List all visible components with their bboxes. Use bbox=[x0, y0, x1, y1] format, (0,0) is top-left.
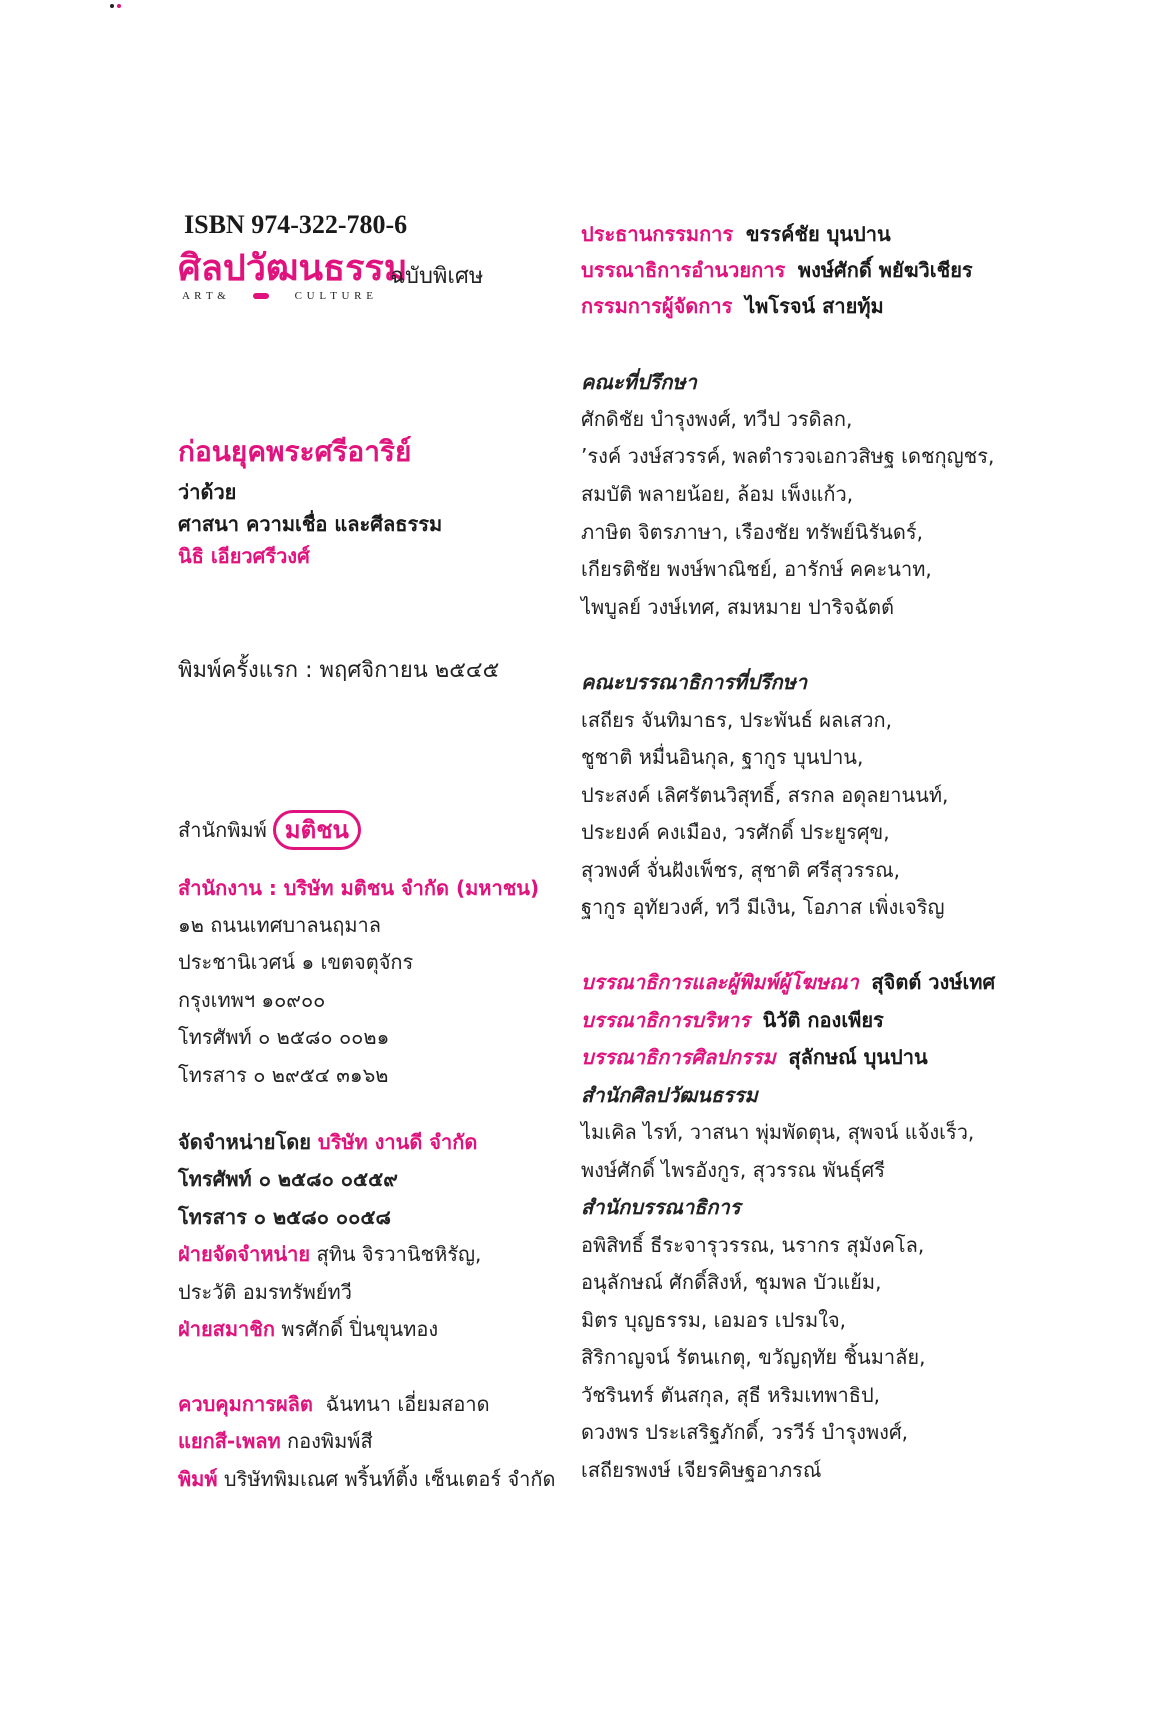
distribution-fax: โทรสาร ๐ ๒๕๘๐ ๐๐๕๘ bbox=[178, 1205, 391, 1229]
editor-line bbox=[581, 1039, 928, 1077]
publisher-label: สำนักพิมพ์ bbox=[178, 818, 267, 842]
executive-label: บรรณาธิการอำนวยการ bbox=[581, 258, 786, 282]
logo-english bbox=[182, 290, 374, 302]
editor-line bbox=[581, 1002, 884, 1040]
executive-line bbox=[581, 216, 891, 254]
address-line: โทรสาร ๐ ๒๙๕๔ ๓๑๖๒ bbox=[178, 1063, 389, 1087]
editorial-office-line: มิตร บุญธรรม, เอมอร เปรมใจ, bbox=[581, 1308, 847, 1332]
address-line: ประชานิเวศน์ ๑ เขตจตุจักร bbox=[178, 950, 414, 974]
editorial-office-line: อนุลักษณ์ ศักดิ์สิงห์, ชุมพล บัวแย้ม, bbox=[581, 1270, 882, 1294]
editorial-advisor-line: สุวพงศ์ จั่นฝังเพ็ชร, สุชาติ ศรีสุวรรณ, bbox=[581, 858, 900, 882]
advisor-line: เกียรติชัย พงษ์พาณิชย์, อารักษ์ คคะนาท, bbox=[581, 557, 932, 581]
editorial-advisor-line: เสถียร จันทิมาธร, ประพันธ์ ผลเสวก, bbox=[581, 708, 892, 732]
corner-dots bbox=[110, 4, 130, 12]
editorial-office-line: สิริกาญจน์ รัตนเกตุ, ขวัญฤทัย ชิ้นมาลัย, bbox=[581, 1345, 926, 1369]
subtitle-1: ว่าด้วย bbox=[178, 480, 237, 504]
editor-value: สุลักษณ์ บุนปาน bbox=[788, 1045, 928, 1069]
production-line bbox=[178, 1423, 373, 1461]
distribution-dept-names: สุทิน จิรวานิชหิรัญ, bbox=[316, 1242, 482, 1266]
distribution-phone: โทรศัพท์ ๐ ๒๕๘๐ ๐๕๕๙ bbox=[178, 1167, 398, 1191]
editor-line bbox=[581, 964, 995, 1002]
magazine-logo bbox=[178, 247, 408, 302]
advisors-heading: คณะที่ปรึกษา bbox=[581, 370, 697, 394]
distribution-dept-label: ฝ่ายจัดจำหน่าย bbox=[178, 1242, 311, 1266]
editorial-office-line: เสถียรพงษ์ เจียรคิษฐอาภรณ์ bbox=[581, 1458, 822, 1482]
editorial-office-line: วัชรินทร์ ตันสกุล, สุธี หริมเทพาธิป, bbox=[581, 1383, 881, 1407]
production-value: ฉันทนา เอี่ยมสอาด bbox=[325, 1392, 490, 1416]
executive-value: ไพโรจน์ สายทุ้ม bbox=[745, 294, 884, 318]
production-label: แยกสี-เพลท bbox=[178, 1429, 281, 1453]
pink-dot bbox=[117, 4, 121, 8]
production-line bbox=[178, 1461, 556, 1499]
distribution-dept-names-2: ประวัติ อมรทรัพย์ทวี bbox=[178, 1280, 352, 1304]
executive-line bbox=[581, 252, 973, 290]
author: นิธิ เอียวศรีวงศ์ bbox=[178, 544, 310, 568]
address-line: กรุงเทพฯ ๑๐๙๐๐ bbox=[178, 988, 326, 1012]
first-print-date: พิมพ์ครั้งแรก : พฤศจิกายน ๒๕๔๕ bbox=[178, 658, 500, 683]
production-line bbox=[178, 1386, 490, 1424]
office-staff-line: พงษ์ศักดิ์ ไพรอังกูร, สุวรรณ พันธุ์ศรี bbox=[581, 1158, 885, 1182]
edition-label: ฉบับพิเศษ bbox=[390, 264, 484, 289]
editor-value: สุจิตต์ วงษ์เทศ bbox=[871, 970, 996, 994]
production-label: ควบคุมการผลิต bbox=[178, 1392, 313, 1416]
book-title: ก่อนยุคพระศรีอาริย์ bbox=[178, 435, 412, 468]
black-dot bbox=[110, 4, 114, 8]
member-dept-name: พรศักดิ์ ปิ่นขุนทอง bbox=[281, 1317, 439, 1341]
office-line: สำนักงาน : บริษัท มติชน จำกัด (มหาชน) bbox=[178, 876, 540, 900]
executive-label: กรรมการผู้จัดการ bbox=[581, 294, 733, 318]
editorial-advisors-heading: คณะบรรณาธิการที่ปรึกษา bbox=[581, 670, 808, 694]
advisor-line: ’รงค์ วงษ์สวรรค์, พลตำรวจเอกวสิษฐ เดชกุญชร, bbox=[581, 444, 995, 468]
executive-line bbox=[581, 288, 884, 326]
member-dept-line bbox=[178, 1311, 438, 1349]
production-label: พิมพ์ bbox=[178, 1467, 218, 1491]
distribution-label: จัดจำหน่ายโดย bbox=[178, 1130, 311, 1154]
editorial-advisor-line: ประยงค์ คงเมือง, วรศักดิ์ ประยูรศุข, bbox=[581, 820, 890, 844]
editor-label: บรรณาธิการและผู้พิมพ์ผู้โฆษณา bbox=[581, 970, 859, 994]
advisor-line: ภาษิต จิตรภาษา, เรืองชัย ทรัพย์นิรันดร์, bbox=[581, 520, 923, 544]
publisher-logo: มติชน bbox=[273, 810, 361, 850]
member-dept-label: ฝ่ายสมาชิก bbox=[178, 1317, 275, 1341]
editorial-office-line: อพิสิทธิ์ ธีระจารุวรรณ, นรากร สุมังคโล, bbox=[581, 1233, 925, 1257]
office-heading: สำนักศิลปวัฒนธรรม bbox=[581, 1083, 758, 1107]
editor-label: บรรณาธิการศิลปกรรม bbox=[581, 1045, 776, 1069]
production-value: บริษัทพิมเณศ พริ้นท์ติ้ง เซ็นเตอร์ จำกัด bbox=[223, 1467, 556, 1491]
production-value: กองพิมพ์สี bbox=[287, 1429, 373, 1453]
advisor-line: ศักดิชัย บำรุงพงศ์, ทวีป วรดิลก, bbox=[581, 407, 853, 431]
editor-value: นิวัติ กองเพียร bbox=[762, 1008, 884, 1032]
subtitle-2: ศาสนา ความเชื่อ และศีลธรรม bbox=[178, 512, 443, 536]
editor-label: บรรณาธิการบริหาร bbox=[581, 1008, 750, 1032]
office-staff-line: ไมเคิล ไรท์, วาสนา พุ่มพัดตุน, สุพจน์ แจ้งเร็ว, bbox=[581, 1120, 975, 1144]
editorial-office-line: ดวงพร ประเสริฐภักดิ์, วรวีร์ บำรุงพงศ์, bbox=[581, 1420, 909, 1444]
executive-value: พงษ์ศักดิ์ พยัฆวิเชียร bbox=[797, 258, 973, 282]
distribution-company: บริษัท งานดี จำกัด bbox=[317, 1130, 478, 1154]
advisor-line: ไพบูลย์ วงษ์เทศ, สมหมาย ปาริจฉัตต์ bbox=[581, 595, 894, 619]
editorial-advisor-line: ชูชาติ หมื่นอินกุล, ฐากูร บุนปาน, bbox=[581, 745, 864, 769]
address-line: ๑๒ ถนนเทศบาลนฤมาล bbox=[178, 913, 382, 937]
editorial-advisor-line: ประสงค์ เลิศรัตนวิสุทธิ์, สรกล อดุลยานนท์, bbox=[581, 783, 949, 807]
executive-value: ขรรค์ชัย บุนปาน bbox=[745, 222, 891, 246]
logo-thai: ศิลปวัฒนธรรม bbox=[178, 247, 408, 289]
editorial-office-heading: สำนักบรรณาธิการ bbox=[581, 1195, 741, 1219]
logo-en-right: C U L T U R E bbox=[294, 290, 374, 302]
distribution-dept-line bbox=[178, 1236, 481, 1274]
logo-en-left: A R T & bbox=[182, 290, 227, 302]
editorial-advisor-line: ฐากูร อุทัยวงศ์, ทวี มีเงิน, โอภาส เพิ่งเจริญ bbox=[581, 895, 945, 919]
isbn: ISBN 974-322-780-6 bbox=[184, 210, 408, 239]
distribution-line bbox=[178, 1124, 477, 1162]
logo-emblem-icon bbox=[253, 293, 269, 299]
publisher-row bbox=[178, 810, 361, 850]
executive-label: ประธานกรรมการ bbox=[581, 222, 734, 246]
advisor-line: สมบัติ พลายน้อย, ล้อม เพ็งแก้ว, bbox=[581, 482, 854, 506]
address-line: โทรศัพท์ ๐ ๒๕๘๐ ๐๐๒๑ bbox=[178, 1025, 390, 1049]
